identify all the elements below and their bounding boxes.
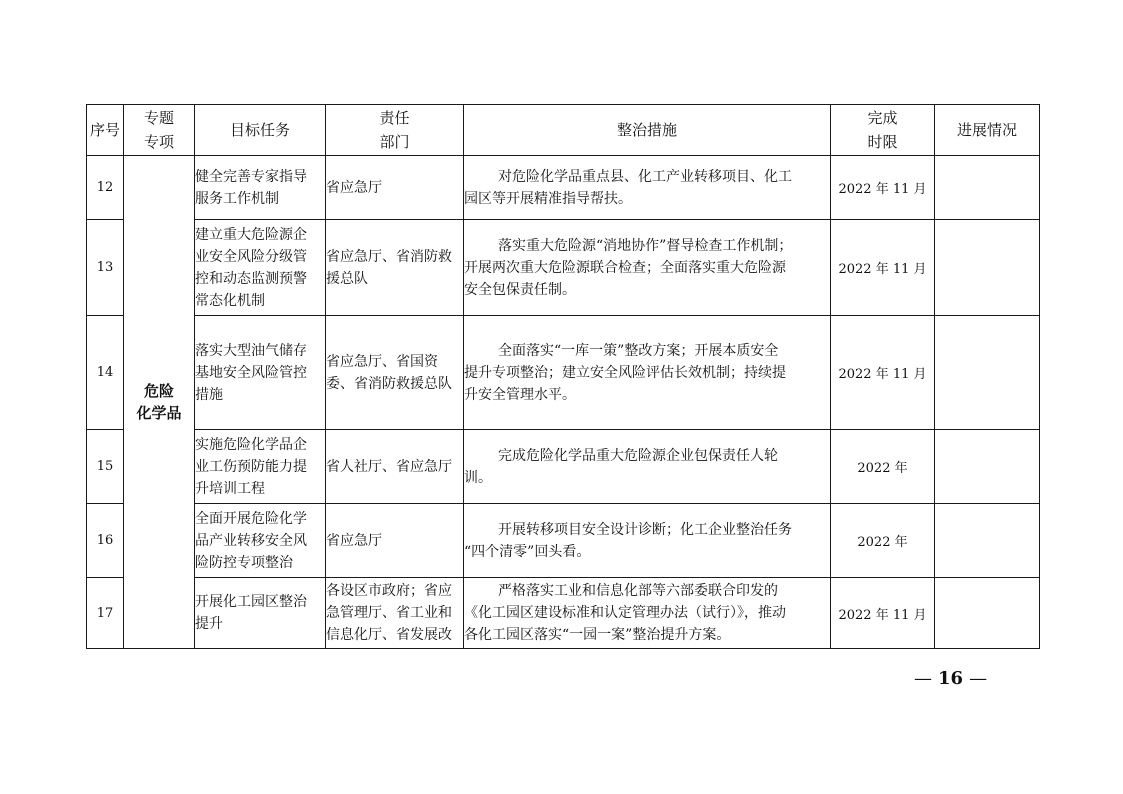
measures-line: 《化工园区建设标准和认定管理办法（试行）》，推动 (464, 605, 786, 621)
row-progress (935, 220, 1040, 316)
row-deadline: 2022 年 11 月 (831, 156, 935, 220)
measures-line: “四个清零”回头看。 (464, 543, 591, 560)
task-line: 提升 (195, 616, 223, 632)
dept-line: 急管理厅、省工业和 (326, 605, 452, 621)
task-line: 险防控专项整治 (195, 554, 293, 571)
header-task: 目标任务 (195, 105, 326, 156)
row-task (195, 156, 326, 220)
dept-line: 省应急厅 (326, 532, 382, 549)
measures-line: 对危险化学品重点县、化工产业转移项目、化工 (498, 168, 792, 185)
row-dept (326, 504, 464, 578)
measures-line: 安全包保责任制。 (464, 281, 576, 298)
topic-line: 危险 (143, 382, 174, 400)
row-seq: 15 (87, 430, 124, 504)
row-deadline: 2022 年 11 月 (831, 578, 935, 649)
row-progress (935, 156, 1040, 220)
dept-line: 各设区市政府；省应 (326, 583, 452, 599)
task-line: 常态化机制 (195, 292, 265, 309)
row-progress (935, 430, 1040, 504)
measures-line: 各化工园区落实“一园一案”整治提升方案。 (464, 627, 731, 643)
header-deadline: 完成 时限 (831, 105, 935, 156)
row-measures (464, 578, 831, 649)
task-line: 开展化工园区整治 (195, 594, 307, 610)
row-seq: 14 (87, 316, 124, 430)
row-task (195, 220, 326, 316)
row-task (195, 578, 326, 649)
table-row (87, 316, 1040, 430)
dept-line: 省应急厅 (326, 179, 382, 196)
row-deadline: 2022 年 11 月 (831, 316, 935, 430)
row-task (195, 316, 326, 430)
table-row (87, 504, 1040, 578)
task-line: 基地安全风险管控 (195, 364, 307, 381)
task-line: 业安全风险分级管 (195, 248, 307, 265)
task-line: 健全完善专家指导 (195, 168, 307, 185)
table-row (87, 430, 1040, 504)
measures-line: 落实重大危险源“消地协作”督导检查工作机制； (498, 237, 793, 254)
header-dept: 责任 部门 (326, 105, 464, 156)
task-line: 业工伤预防能力提 (195, 458, 307, 475)
dept-line: 省人社厅、省应急厅 (326, 458, 452, 475)
row-seq: 16 (87, 504, 124, 578)
row-dept (326, 316, 464, 430)
dept-line: 省应急厅、省国资 (326, 353, 438, 370)
task-line: 实施危险化学品企 (195, 436, 307, 453)
page-number: — 16 — (914, 668, 988, 689)
row-progress (935, 316, 1040, 430)
row-measures (464, 316, 831, 430)
measures-line: 升安全管理水平。 (464, 386, 576, 403)
dept-line: 援总队 (326, 270, 368, 287)
rectification-task-table (86, 104, 1040, 649)
measures-line: 提升专项整治；建立安全风险评估长效机制；持续提 (464, 364, 786, 381)
task-line: 服务工作机制 (195, 190, 279, 207)
header-topic: 专题 专项 (124, 105, 195, 156)
row-dept (326, 156, 464, 220)
row-task (195, 430, 326, 504)
row-deadline: 2022 年 (831, 430, 935, 504)
table-row (87, 220, 1040, 316)
task-line: 措施 (195, 386, 223, 403)
row-progress (935, 578, 1040, 649)
measures-line: 训。 (464, 469, 492, 486)
measures-line: 完成危险化学品重大危险源企业包保责任人轮 (498, 447, 778, 464)
measures-line: 开展两次重大危险源联合检查；全面落实重大危险源 (464, 259, 786, 276)
row-measures (464, 430, 831, 504)
row-deadline: 2022 年 11 月 (831, 220, 935, 316)
measures-line: 开展转移项目安全设计诊断；化工企业整治任务 (498, 521, 792, 538)
topic-line: 化学品 (136, 404, 182, 422)
header-measures: 整治措施 (464, 105, 831, 156)
measures-line: 严格落实工业和信息化部等六部委联合印发的 (498, 583, 778, 599)
table-row (87, 578, 1040, 649)
row-progress (935, 504, 1040, 578)
row-measures (464, 504, 831, 578)
dept-line: 委、省消防救援总队 (326, 375, 452, 392)
task-line: 品产业转移安全风 (195, 532, 307, 549)
task-line: 建立重大危险源企 (195, 226, 307, 243)
row-dept (326, 430, 464, 504)
topic-cell (124, 156, 195, 649)
row-seq: 17 (87, 578, 124, 649)
row-seq: 13 (87, 220, 124, 316)
dept-line: 省应急厅、省消防救 (326, 248, 452, 265)
row-seq: 12 (87, 156, 124, 220)
table-row (87, 156, 1040, 220)
header-progress: 进展情况 (935, 105, 1040, 156)
task-line: 落实大型油气储存 (195, 342, 307, 359)
task-line: 控和动态监测预警 (195, 270, 307, 287)
row-dept (326, 220, 464, 316)
measures-line: 园区等开展精准指导帮扶。 (464, 190, 632, 207)
row-task (195, 504, 326, 578)
header-seq: 序号 (87, 105, 124, 156)
row-measures (464, 220, 831, 316)
row-measures (464, 156, 831, 220)
task-line: 全面开展危险化学 (195, 510, 307, 527)
dept-line: 信息化厅、省发展改 (326, 627, 452, 643)
task-line: 升培训工程 (195, 480, 265, 497)
row-deadline: 2022 年 (831, 504, 935, 578)
table-header-row (87, 105, 1040, 156)
row-dept (326, 578, 464, 649)
measures-line: 全面落实“一库一策”整改方案；开展本质安全 (498, 342, 779, 359)
